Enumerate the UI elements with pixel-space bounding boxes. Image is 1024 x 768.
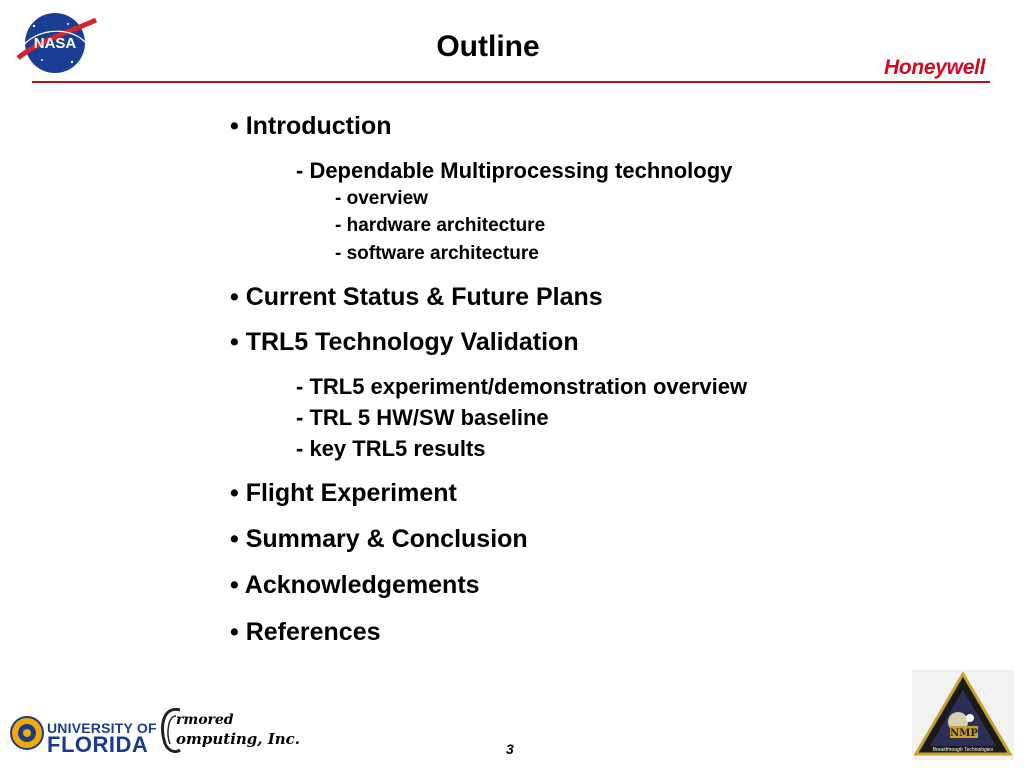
page-number: 3 bbox=[506, 741, 514, 757]
outline-subsubitem-software: - software architecture bbox=[335, 243, 539, 264]
outline-subitem-trl5-results: - key TRL5 results bbox=[296, 436, 486, 461]
svg-text:Breakthrough Technologies: Breakthrough Technologies bbox=[932, 747, 994, 753]
outline-subitem-dm-technology: - Dependable Multiprocessing technology bbox=[296, 158, 733, 183]
outline-item-acknowledgements: • Acknowledgements bbox=[230, 571, 480, 599]
honeywell-logo: Honeywell bbox=[884, 56, 986, 79]
uf-logo-line2: FLORIDA bbox=[47, 732, 149, 757]
outline-subsubitem-overview: - overview bbox=[335, 188, 428, 209]
outline-item-references: • References bbox=[230, 618, 381, 646]
uf-seal-icon bbox=[10, 716, 44, 750]
outline-item-trl5: • TRL5 Technology Validation bbox=[230, 328, 579, 356]
header-divider bbox=[32, 81, 990, 83]
page-title: Outline bbox=[436, 30, 540, 63]
outline-item-introduction: • Introduction bbox=[230, 112, 392, 140]
svg-text:NMP: NMP bbox=[950, 728, 978, 739]
nmp-logo bbox=[912, 670, 1014, 760]
outline-item-flight: • Flight Experiment bbox=[230, 479, 457, 507]
outline-subitem-trl5-baseline: - TRL 5 HW/SW baseline bbox=[296, 405, 549, 430]
svg-text:NASA: NASA bbox=[33, 35, 77, 52]
outline-subitem-trl5-experiment: - TRL5 experiment/demonstration overview bbox=[296, 374, 748, 399]
uf-logo-line1: UNIVERSITY OF bbox=[47, 720, 157, 736]
outline-item-summary: • Summary & Conclusion bbox=[230, 525, 528, 553]
armored-logo-line2: omputing, Inc. bbox=[176, 730, 301, 748]
armored-logo-line1: rmored bbox=[176, 712, 234, 728]
outline-subsubitem-hardware: - hardware architecture bbox=[335, 215, 546, 236]
outline-item-status: • Current Status & Future Plans bbox=[230, 283, 603, 311]
